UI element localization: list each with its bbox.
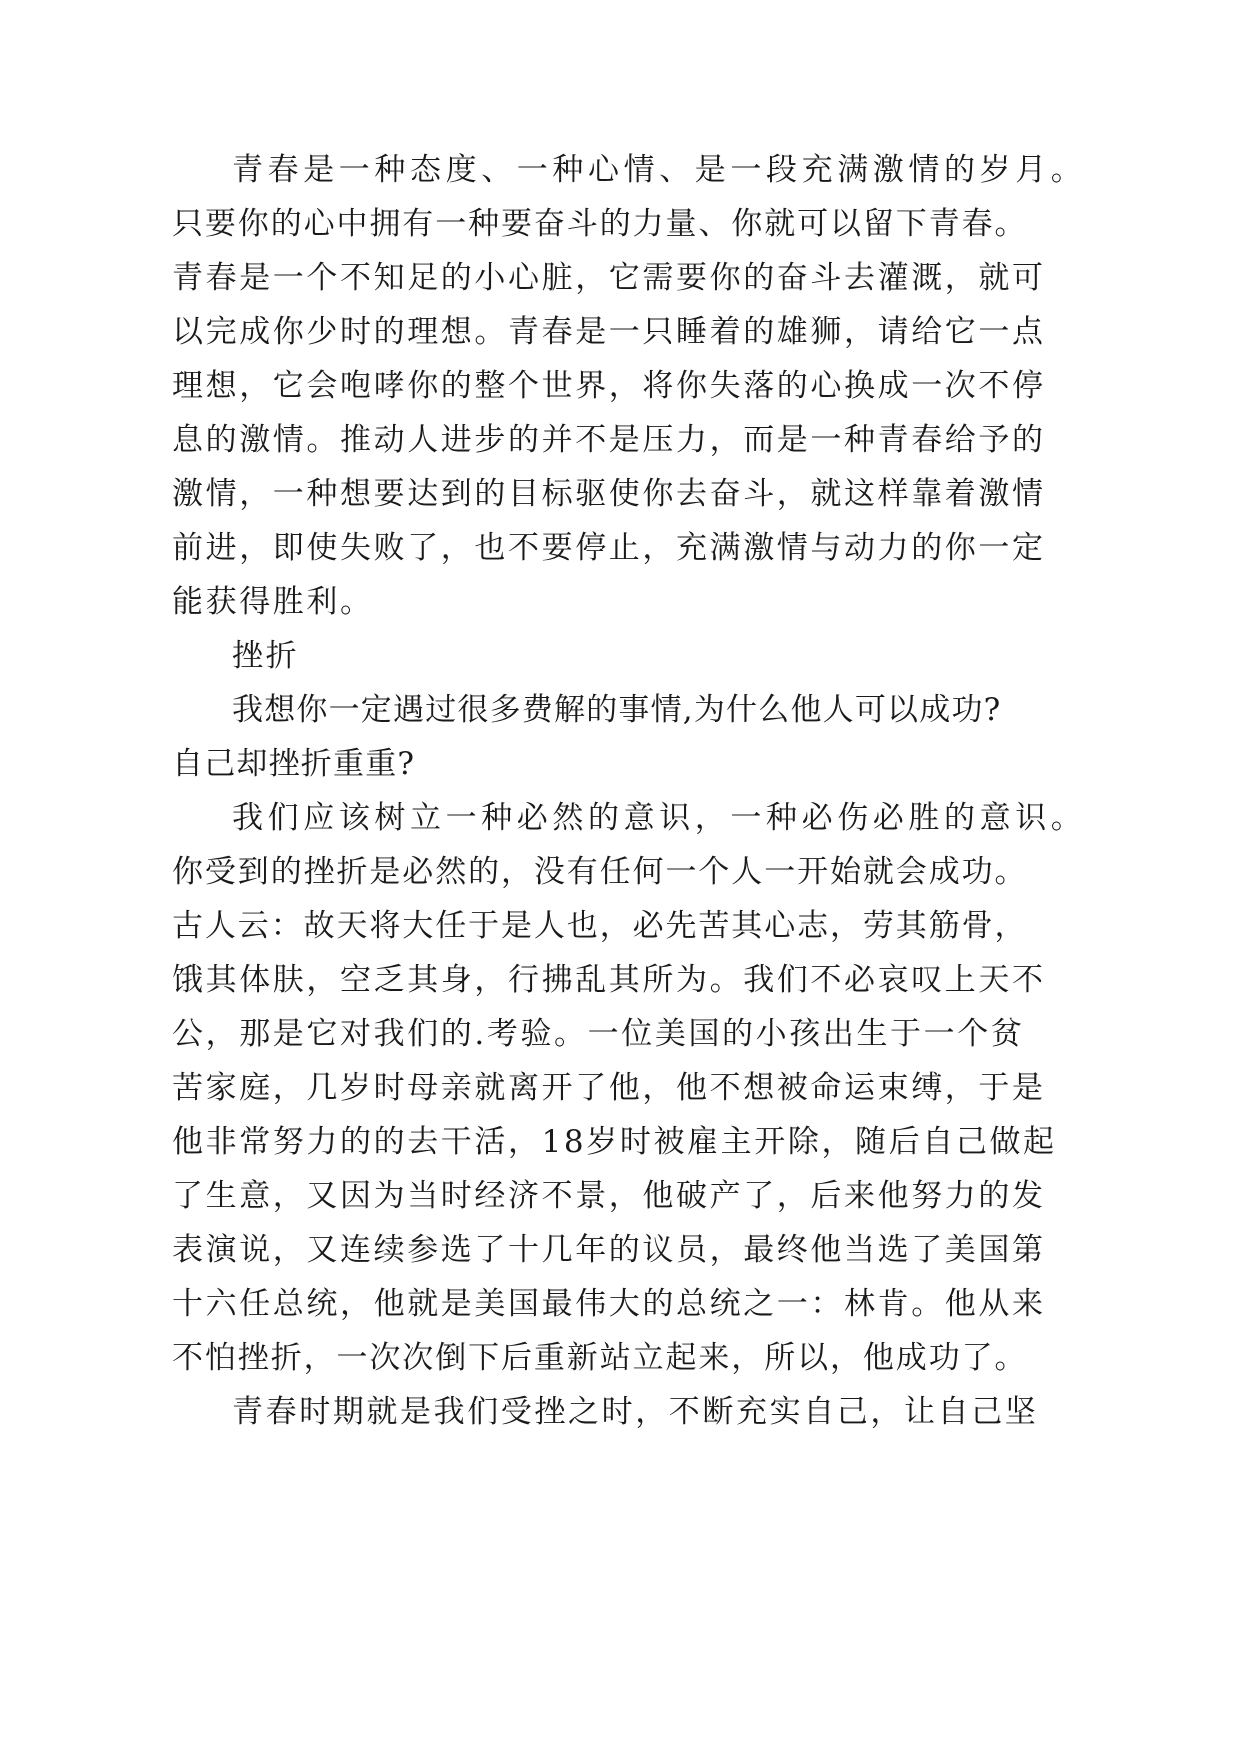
paragraph-line: 前进，即使失败了，也不要停止，充满激情与动力的你一定 [172, 530, 1046, 566]
paragraph-line: 苦家庭，几岁时母亲就离开了他，他不想被命运束缚，于是 [172, 1070, 1046, 1106]
paragraph-line: 息的激情。推动人进步的并不是压力，而是一种青春给予的 [172, 422, 1046, 458]
paragraph-line: 他非常努力的的去干活，18岁时被雇主开除，随后自己做起 [172, 1124, 1057, 1160]
paragraph-line: 你受到的挫折是必然的，没有任何一个人一开始就会成功。 [172, 854, 1028, 890]
paragraph-line: 了生意，又因为当时经济不景，他破产了，后来他努力的发 [172, 1178, 1046, 1214]
paragraph-line: 公，那是它对我们的.考验。一位美国的小孩出生于一个贫 [172, 1016, 1025, 1052]
paragraph-line: 自己却挫折重重? [172, 746, 416, 782]
paragraph-line: 只要你的心中拥有一种要奋斗的力量、你就可以留下青春。 [172, 206, 1028, 242]
paragraph-line: 青春时期就是我们受挫之时，不断充实自己，让自己坚 [232, 1394, 1039, 1430]
paragraph-line: 青春是一种态度、一种心情、是一段充满激情的岁月。 [232, 152, 1087, 188]
paragraph-line: 十六任总统，他就是美国最伟大的总统之一：林肯。他从来 [172, 1286, 1046, 1322]
paragraph-line: 表演说，又连续参选了十几年的议员，最终他当选了美国第 [172, 1232, 1046, 1268]
paragraph-line: 我们应该树立一种必然的意识，一种必伤必胜的意识。 [232, 800, 1087, 836]
paragraph-line: 能获得胜利。 [172, 584, 374, 620]
paragraph-line: 青春是一个不知足的小心脏，它需要你的奋斗去灌溉，就可 [172, 260, 1046, 296]
paragraph-line: 理想，它会咆哮你的整个世界，将你失落的心换成一次不停 [172, 368, 1046, 404]
paragraph-line: 我想你一定遇过很多费解的事情,为什么他人可以成功? [232, 692, 1002, 728]
paragraph-line: 不怕挫折，一次次倒下后重新站立起来，所以，他成功了。 [172, 1340, 1028, 1376]
section-heading: 挫折 [232, 638, 300, 674]
paragraph-line: 以完成你少时的理想。青春是一只睡着的雄狮，请给它一点 [172, 314, 1046, 350]
paragraph-line: 激情，一种想要达到的目标驱使你去奋斗，就这样靠着激情 [172, 476, 1046, 512]
paragraph-line: 古人云：故天将大任于是人也，必先苦其心志，劳其筋骨， [172, 908, 1028, 944]
paragraph-line: 饿其体肤，空乏其身，行拂乱其所为。我们不必哀叹上天不 [172, 962, 1046, 998]
